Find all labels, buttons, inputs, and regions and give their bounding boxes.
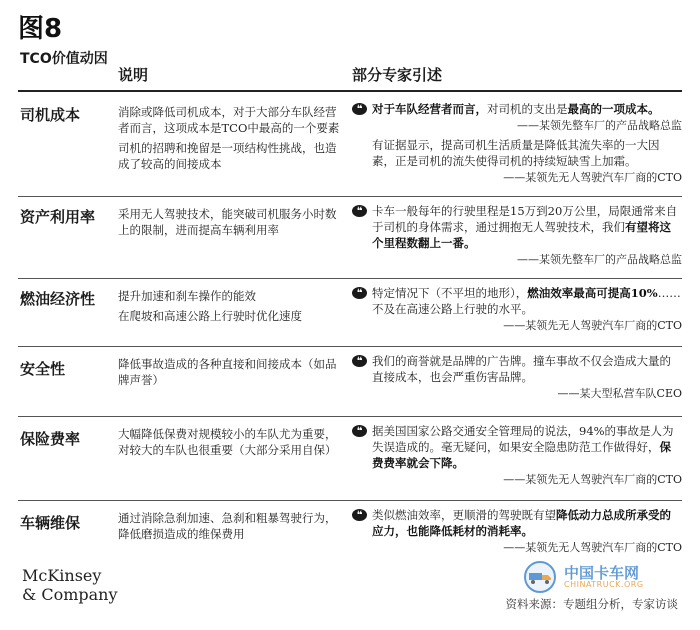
quote-text: 类似燃油效率，更顺滑的驾驶既有望降低动力总成所承受的应力，也能降低耗材的消耗率。 bbox=[372, 508, 671, 538]
quote-icon: ❝ bbox=[352, 509, 367, 521]
row-divider bbox=[18, 346, 682, 347]
row-factor-maintenance: 车辆维保 bbox=[20, 514, 81, 532]
row-description-fuel-economy bbox=[118, 288, 340, 328]
quote-icon: ❝ bbox=[352, 205, 367, 217]
description-line: 司机的招聘和挽留是一项结构性挑战，也造成了较高的间接成本 bbox=[118, 141, 337, 171]
row-description-asset-utilization bbox=[118, 206, 340, 242]
watermark bbox=[520, 560, 680, 596]
description-line: 消除或降低司机成本，对于大部分车队经营者而言，这项成本是TCO中最高的一个要素 bbox=[118, 105, 340, 135]
row-description-insurance bbox=[118, 426, 340, 462]
watermark-cn: 中国卡车网 bbox=[564, 564, 640, 582]
quote-icon: ❝ bbox=[352, 103, 367, 115]
description-line: 大幅降低保费对规模较小的车队尤为重要，对较大的车队也很重要（大部分采用自保） bbox=[118, 427, 337, 457]
header-factor: TCO价值动因 bbox=[20, 51, 108, 67]
row-factor-fuel-economy: 燃油经济性 bbox=[20, 290, 96, 308]
quote-source: ——某领先整车厂的产品战略总监 bbox=[517, 119, 682, 132]
row-factor-asset-utilization: 资产利用率 bbox=[20, 208, 96, 226]
description-line: 降低事故造成的各种直接和间接成本（如品牌声誉） bbox=[118, 357, 337, 387]
quote-text: 特定情况下（不平坦的地形），燃油效率最高可提高10%……不及在高速公路上行驶的水平。 bbox=[372, 286, 681, 316]
row-description-maintenance bbox=[118, 510, 340, 546]
quote-text: 对于车队经营者而言，对司机的支出是最高的一项成本。 bbox=[372, 102, 660, 116]
row-factor-safety: 安全性 bbox=[20, 360, 66, 378]
quote-source: ——某领先无人驾驶汽车厂商的CTO bbox=[503, 319, 682, 332]
quote-block-fuel-economy bbox=[352, 285, 682, 334]
description-line: 采用无人驾驶技术，能突破司机服务小时数上的限制，进而提高车辆利用率 bbox=[118, 207, 337, 237]
quote-icon: ❝ bbox=[352, 287, 367, 299]
quote-source: ——某领先无人驾驶汽车厂商的CTO bbox=[503, 473, 682, 486]
quote-text: 我们的商誉就是品牌的广告牌。撞车事故不仅会造成大量的直接成本，也会严重伤害品牌。 bbox=[372, 354, 671, 384]
logo-line: McKinsey bbox=[22, 566, 102, 585]
row-divider bbox=[18, 500, 682, 501]
description-line: 提升加速和刹车操作的能效 bbox=[118, 289, 256, 303]
watermark-en: CHINATRUCK.ORG bbox=[564, 580, 644, 589]
row-factor-insurance: 保险费率 bbox=[20, 430, 81, 448]
quote-source: ——某领先无人驾驶汽车厂商的CTO bbox=[503, 541, 682, 554]
quote-text: 有证据显示，提高司机生活质量是降低其流失率的一大因素，正是司机的流失使得司机的持续短缺雪上加霜。 bbox=[372, 138, 660, 168]
row-description-driver-cost bbox=[118, 104, 340, 176]
quote-text: 卡车一般每年的行驶里程是15万到20万公里，局限通常来自于司机的身体需求，通过拥抱无人驾驶技术，我们有望将这个里程数翻上一番。 bbox=[372, 204, 678, 250]
quote-block-asset-utilization bbox=[352, 203, 682, 268]
figure-title: 图8 bbox=[18, 14, 63, 44]
quote-block-insurance bbox=[352, 423, 682, 488]
description-line: 通过消除急刹加速、急刹和粗暴驾驶行为，降低磨损造成的维保费用 bbox=[118, 511, 337, 541]
quote-block-maintenance bbox=[352, 507, 682, 556]
header-divider bbox=[18, 90, 682, 92]
quote-icon: ❝ bbox=[352, 355, 367, 367]
row-divider bbox=[18, 416, 682, 417]
source-note: 资料来源：专题组分析，专家访谈 bbox=[505, 597, 678, 611]
row-divider bbox=[18, 278, 682, 279]
quote-source: ——某领先整车厂的产品战略总监 bbox=[517, 253, 682, 266]
quote-block-safety bbox=[352, 353, 682, 402]
mckinsey-logo bbox=[22, 566, 118, 604]
quote-block-driver-cost bbox=[352, 101, 682, 186]
quote-source: ——某大型私营车队CEO bbox=[557, 387, 682, 400]
truck-logo-icon bbox=[520, 560, 560, 594]
quote-source: ——某领先无人驾驶汽车厂商的CTO bbox=[503, 171, 682, 184]
quote-icon: ❝ bbox=[352, 425, 367, 437]
description-line: 在爬坡和高速公路上行驶时优化速度 bbox=[118, 309, 302, 323]
row-divider bbox=[18, 196, 682, 197]
row-factor-driver-cost: 司机成本 bbox=[20, 106, 81, 124]
header-quotes: 部分专家引述 bbox=[352, 66, 443, 84]
quote-text: 据美国国家公路交通安全管理局的说法，94%的事故是人为失误造成的。毫无疑问，如果安全隐患防范工作做得好，保费费率就会下降。 bbox=[372, 424, 674, 470]
row-description-safety bbox=[118, 356, 340, 392]
header-description: 说明 bbox=[118, 66, 149, 84]
logo-line: & Company bbox=[22, 585, 118, 604]
